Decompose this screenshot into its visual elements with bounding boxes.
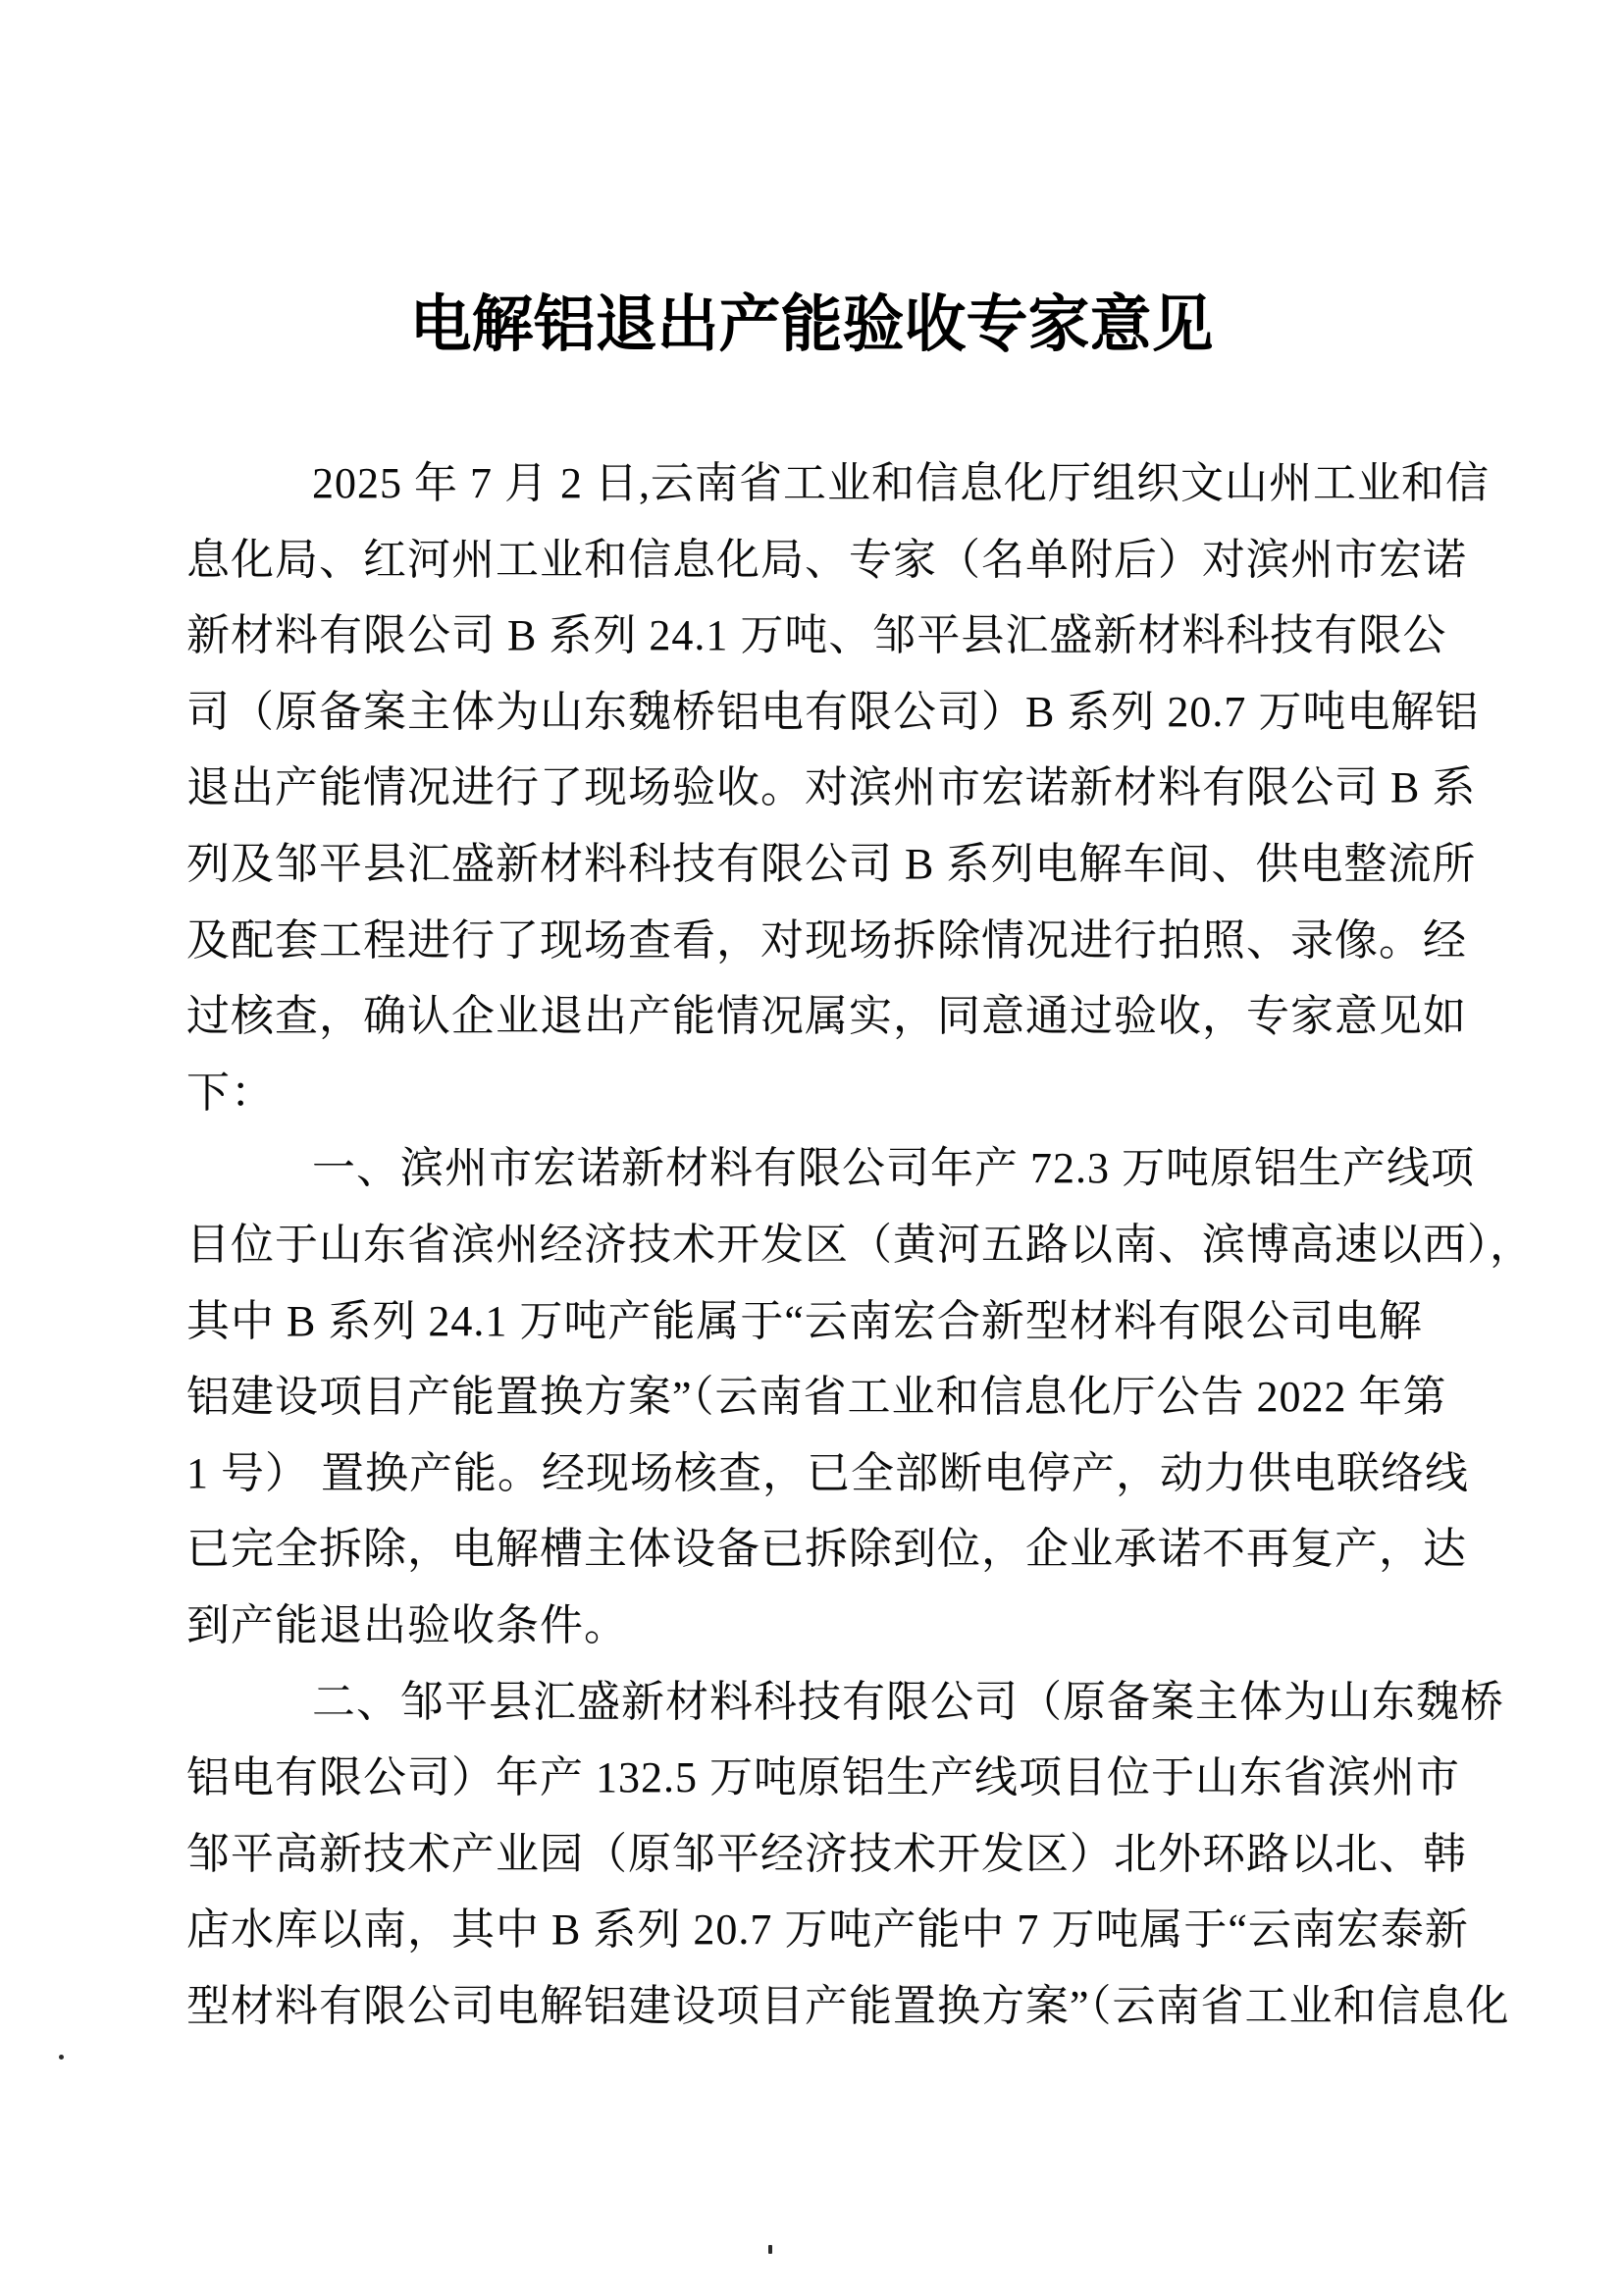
ink-speck <box>59 2055 64 2060</box>
text-line: 列及邹平县汇盛新材料科技有限公司 B 系列电解车间、供电整流所 <box>186 839 1477 888</box>
text-line: 新材料有限公司 B 系列 24.1 万吨、邹平县汇盛新材料科技有限公 <box>186 611 1447 660</box>
document-title: 电解铝退出产能验收专家意见 <box>409 290 1214 359</box>
document-body <box>186 445 1534 2044</box>
text-line: 铝电有限公司）年产 132.5 万吨原铝生产线项目位于山东省滨州市 <box>186 1753 1460 1802</box>
title-row <box>0 281 1623 369</box>
text-line: 目位于山东省滨州经济技术开发区（黄河五路以南、滨博高速以西）， <box>186 1220 1534 1269</box>
text-line: 及配套工程进行了现场查看，对现场拆除情况进行拍照、录像。经 <box>186 915 1467 965</box>
text-line: 店水库以南，其中 B 系列 20.7 万吨产能中 7 万吨属于“云南宏泰新 <box>186 1905 1469 1955</box>
text-line: 其中 B 系列 24.1 万吨产能属于“云南宏合新型材料有限公司电解 <box>186 1296 1423 1345</box>
text-line: 过核查，确认企业退出产能情况属实，同意通过验收，专家意见如 <box>186 992 1467 1041</box>
text-line: 退出产能情况进行了现场验收。对滨州市宏诺新材料有限公司 B 系 <box>186 763 1477 812</box>
text-line: 型材料有限公司电解铝建设项目产能置换方案”（云南省工业和信息化 <box>186 1981 1510 2030</box>
text-line: 1 号） 置换产能。经现场核查，已全部断电停产，动力供电联络线 <box>186 1448 1469 1497</box>
text-line: 到产能退出验收条件。 <box>186 1600 628 1649</box>
text-line: 一、滨州市宏诺新材料有限公司年产 72.3 万吨原铝生产线项 <box>312 1144 1475 1193</box>
text-line: 已完全拆除，电解槽主体设备已拆除到位，企业承诺不再复产，达 <box>186 1525 1467 1574</box>
text-line: 下： <box>186 1068 275 1117</box>
text-line: 息化局、红河州工业和信息化局、专家（名单附后）对滨州市宏诺 <box>186 535 1467 584</box>
text-line: 二、邹平县汇盛新材料科技有限公司（原备案主体为山东魏桥 <box>312 1677 1504 1726</box>
text-line: 铝建设项目产能置换方案”（云南省工业和信息化厅公告 2022 年第 <box>186 1373 1447 1422</box>
ink-speck <box>768 2245 772 2254</box>
text-line: 2025 年 7 月 2 日,云南省工业和信息化厅组织文山州工业和信 <box>312 459 1490 507</box>
text-line: 邹平高新技术产业园（原邹平经济技术开发区）北外环路以北、韩 <box>186 1829 1467 1878</box>
text-line: 司（原备案主体为山东魏桥铝电有限公司）B 系列 20.7 万吨电解铝 <box>186 687 1480 736</box>
